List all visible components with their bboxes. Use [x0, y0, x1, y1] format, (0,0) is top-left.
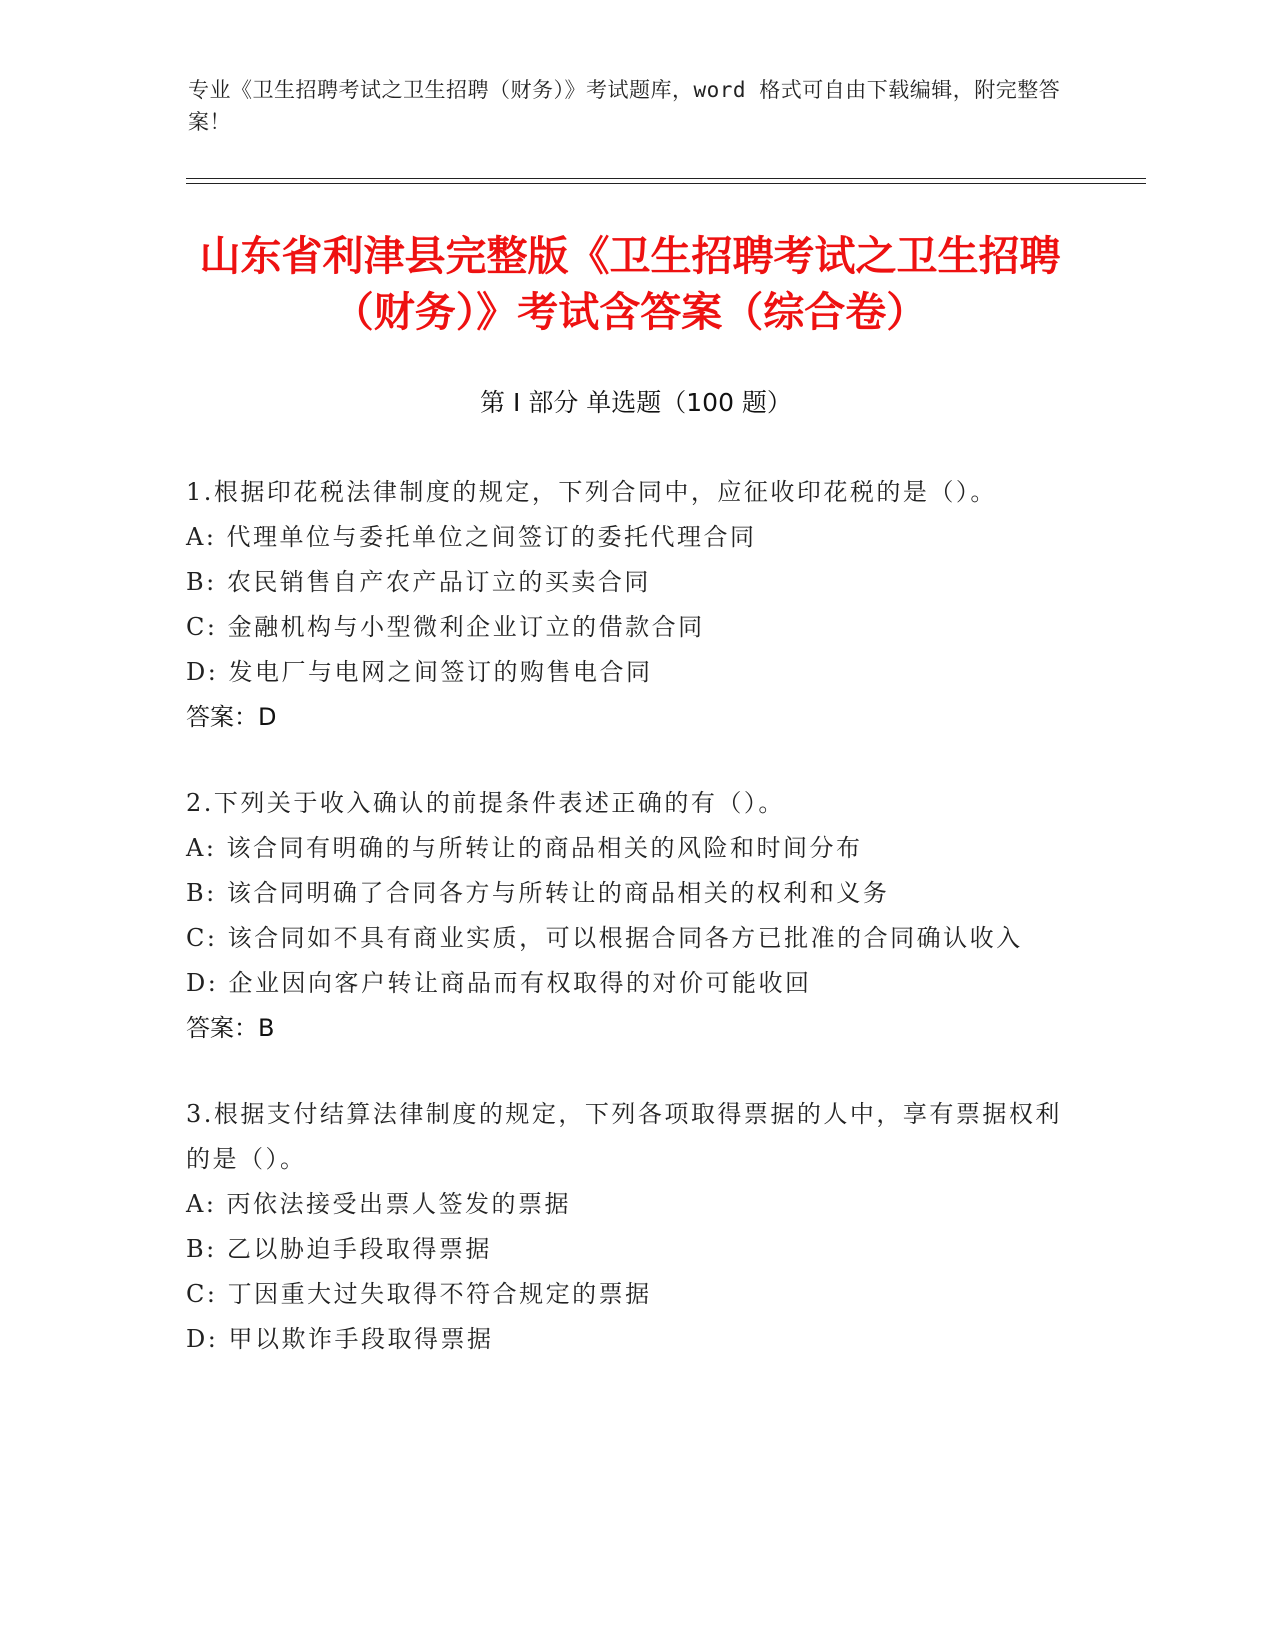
section-title: 第 I 部分 单选题（100 题） [480, 388, 792, 417]
option-c: C: 该合同如不具有商业实质，可以根据合同各方已批准的合同确认收入 [186, 924, 1023, 952]
question-2 [186, 781, 1066, 1051]
option-c: C: 丁因重大过失取得不符合规定的票据 [186, 1280, 652, 1308]
question-stem: 2.下列关于收入确认的前提条件表述正确的有（）。 [186, 789, 785, 817]
question-stem: 1.根据印花税法律制度的规定，下列合同中，应征收印花税的是（）。 [186, 478, 997, 506]
question-3 [186, 1092, 1066, 1362]
answer-line: 答案：B [186, 1014, 275, 1042]
option-b: B: 农民销售自产农产品订立的买卖合同 [186, 568, 651, 596]
document-title: 山东省利津县完整版《卫生招聘考试之卫生招聘（财务）》考试含答案（综合卷） [199, 232, 1061, 336]
question-stem: 3.根据支付结算法律制度的规定，下列各项取得票据的人中，享有票据权利的是（）。 [186, 1100, 1062, 1173]
option-b: B: 该合同明确了合同各方与所转让的商品相关的权利和义务 [186, 879, 890, 907]
option-d: D: 企业因向客户转让商品而有权取得的对价可能收回 [186, 969, 812, 997]
option-c: C: 金融机构与小型微利企业订立的借款合同 [186, 613, 705, 641]
option-a: A: 代理单位与委托单位之间签订的委托代理合同 [186, 523, 757, 551]
option-a: A: 丙依法接受出票人签发的票据 [186, 1190, 572, 1218]
question-list [186, 470, 1066, 1403]
option-d: D: 发电厂与电网之间签订的购售电合同 [186, 658, 653, 686]
header-divider-top [186, 178, 1146, 179]
option-b: B: 乙以胁迫手段取得票据 [186, 1235, 492, 1263]
question-1 [186, 470, 1066, 740]
header-note: 专业《卫生招聘考试之卫生招聘（财务）》考试题库，word 格式可自由下载编辑，附完整答案！ [188, 78, 1061, 134]
option-d: D: 甲以欺诈手段取得票据 [186, 1325, 494, 1353]
option-a: A: 该合同有明确的与所转让的商品相关的风险和时间分布 [186, 834, 863, 862]
header-divider-bottom [186, 183, 1146, 184]
answer-line: 答案：D [186, 703, 277, 731]
